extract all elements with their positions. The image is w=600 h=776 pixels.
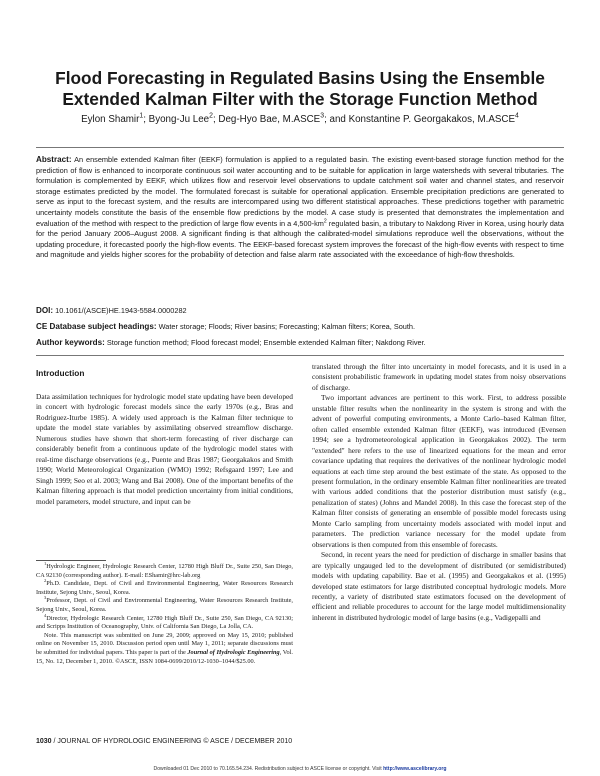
footnote-marker: 2 (44, 578, 47, 584)
doi-label: DOI: (36, 306, 54, 315)
submission-note (36, 632, 293, 666)
separator: ; (212, 114, 219, 125)
keywords-value: Storage function method; Flood forecast model; Ensemble extended Kalman filter; Nakdong River. (106, 338, 426, 347)
ce-database-value: Water storage; Floods; River basins; Forecasting; Kalman filters; Korea, South. (158, 322, 416, 331)
ce-database-line (36, 322, 564, 332)
download-notice (0, 766, 600, 772)
footnote (36, 597, 293, 614)
right-column (312, 362, 566, 623)
journal-footer: / JOURNAL OF HYDROLOGIC ENGINEERING © ASCE / DECEMBER 2010 (51, 738, 293, 745)
ce-database-label: CE Database subject headings: (36, 322, 157, 331)
footnote (36, 580, 293, 597)
footnote-text: Ph.D. Candidate, Dept. of Civil and Environmental Engineering, Water Resources Research Institute, Sejong Univ., Seoul, Korea. (36, 580, 293, 596)
abstract-label: Abstract: (36, 155, 72, 164)
footnote-marker: 4 (44, 612, 47, 618)
footnote (36, 612, 293, 632)
footnote (36, 560, 293, 580)
affiliation-marker: 1 (139, 112, 144, 120)
separator: ; (143, 114, 149, 125)
download-text: Downloaded 01 Dec 2010 to 70.165.54.234. Redistribution subject to ASCE license or copyright. Visit (153, 766, 384, 772)
author-name: Deg-Hyo Bae, M.ASCE (218, 114, 321, 125)
keywords-label: Author keywords: (36, 338, 105, 347)
author-name: Byong-Ju Lee (148, 114, 210, 125)
footnote-divider (36, 560, 106, 561)
note-text: , Vol. 15, No. 12, December 1, 2010. ©ASCE, ISSN 1084-0699/2010/12-1030–1044/$25.00. (36, 648, 293, 665)
doi-line (36, 306, 564, 316)
footnote-marker: 3 (44, 595, 47, 601)
journal-name: Journal of Hydrologic Engineering (187, 648, 280, 656)
affiliation-marker: 2 (209, 112, 213, 120)
affiliation-marker: 4 (515, 112, 519, 120)
paragraph: Second, in recent years the need for prediction of discharge in smaller basins that are typically ungauged led to the development of distributed (or semidistributed) models with updating capability. Bae et al. (1995) and Georgakakos et al. (1995) developed state estimators for large distributed conceptual hydrologic models. More recently, a variety of distributed state estimators focused on the development of efficient and reliable procedures to account for the large model multidimensionality inherent in distributed hydrologic model of large basins (e.g., Vadigepalli and (312, 550, 566, 622)
divider (36, 355, 564, 356)
asce-library-link[interactable]: http://www.ascelibrary.org (383, 766, 447, 772)
paragraph: Two important advances are pertinent to this work. First, to address possible unstable filter results when the nonlinearity in the system is strong and with the advent of powerful computing environments, a Monte Carlo–based Kalman filter, often called ensemble extended Kalman filter (EEKF), was introduced (Evensen 1994; see a hydrometeorological application in Georgakakos 2002). The term "extended" here refers to the use of linearized equations for the mean and error covariance updating that requires the derivatives of the nonlinear hydrologic model equations at each time step around the best estimate of the state. As opposed to the present formulation, in the ordinary ensemble Kalman filter nonlinearities are treated with various added conditions that the posterior distribution must satisfy (e.g., penalization of states) (Johns and Mandel 2008). In this case the forecast step of the Kalman filter consists of generating an ensemble of possible model forecasts using Monte Carlo sampling from uncertainty models associated with model input and parameters. The prediction variance necessary for the model update from observations is then computed from this ensemble of forecasts. (312, 393, 566, 549)
footnote-text: Hydrologic Engineer, Hydrologic Research Center, 12780 High Bluff Dr., Suite 250, San Diego, CA 92130 (corresponding author). E-mail: EShamir@hrc-lab.org (36, 563, 293, 579)
affiliation-marker: 3 (320, 112, 325, 120)
left-column (36, 392, 293, 507)
abstract-superscript: 2 (323, 218, 327, 225)
author-name: Konstantine P. Georgakakos, M.ASCE (348, 114, 516, 125)
page-number: 1030 (36, 738, 52, 745)
paragraph: translated through the filter into uncertainty in model forecasts, and it is used in a consistent probabilistic framework in updating model states from noisy observations of discharge. (312, 362, 566, 392)
separator: ; and (324, 114, 349, 125)
abstract (36, 155, 564, 261)
paragraph: Data assimilation techniques for hydrologic model state updating have been developed in concert with hydrologic forecast models since the early 1970s (e.g., Bras and Rodriguez-Iturbe 1985). A widely used approach is the Kalman filter technique to update the model state variables by assimilating observed streamflow discharge. Numerous studies have shown that short-term forecasting of river discharge can considerably benefit from a continuous update of the hydrologic model states with real-time discharge observations (e.g., Puente and Bras 1987; Georgakakos and Smith 1990; World Meteorological Organization (WMO) 1992; Refsgaard 1997; Lee and Singh 1999; Seo et al. 2003; Wang and Bai 2008). One of the important benefits of the Kalman filtering approach is that model prediction uncertainty from initial conditions, model parameters, model structure, and input can be (36, 392, 293, 506)
footnote-text: Director, Hydrologic Research Center, 12780 High Bluff Dr., Suite 250, San Diego, CA 92130; and Scripps Institution of Oceanography, Univ. of California San Diego, La Jolla, CA. (36, 614, 293, 631)
section-heading: Introduction (36, 368, 85, 378)
keywords-line (36, 338, 564, 348)
footnote-text: Professor, Dept. of Civil and Environmental Engineering, Water Resources Research Institute, Sejong Univ., Seoul, Korea. (36, 597, 293, 613)
doi-value[interactable]: 10.1061/(ASCE)HE.1943-5584.0000282 (55, 306, 187, 315)
author-line (30, 114, 570, 125)
abstract-text: An ensemble extended Kalman filter (EEKF) formulation is applied to a regulated basin. The existing event-based storage function method for the prediction of flow is enhanced to incorporate continuous soil water accounting and to be suitable for application in large watersheds with several tributaries. The formulation is complemented by EEKF, which utilizes flow and reservoir level observations to update catchment soil water and channel states, and reservoir storage estimates predicted by the model. The formulated forecast is suitable for operational application. Ensemble precipitation predictions are generated to serve as input to the forecast system, and the results are intercompared using two different statistical approaches. These predictions together with parametric uncertainty models constitute the basis of the ensemble flow predictions by the model. A case study is presented that demonstrates the implementation and evaluation of the method with respect to the prediction of large flow events in a 4,500-km (36, 155, 564, 228)
note-text: Note. This manuscript was submitted on June 29, 2009; approved on May 15, 2010; published online on November 15, 2010. Discussion period open until May 1, 2011; separate discussions must be submitted for individual papers. This paper is part of the (36, 631, 293, 656)
footnotes (36, 560, 293, 666)
divider (36, 147, 564, 148)
abstract-text-continued: regulated basin, a tributary to Nakdong River in Korea, using hourly data for the period January 2006–August 2008. A significant finding is that although the calibrated-model simulations reproduce well the observations, without the updating procedure, it forecasted poorly the high-flow events. The EEKF-based forecast system improves the forecast of the high-flow events with respect to time and magnitude and yields higher scores for the probability of detection and false alarm rate associated with the exceedance of high-flow thresholds. (36, 218, 564, 260)
page-footer (36, 738, 564, 745)
author-name: Eylon Shamir (81, 114, 140, 125)
paper-title: Flood Forecasting in Regulated Basins Using the Ensemble Extended Kalman Filter with the Storage Function Method (55, 68, 545, 109)
footnote-marker: 1 (44, 560, 47, 566)
